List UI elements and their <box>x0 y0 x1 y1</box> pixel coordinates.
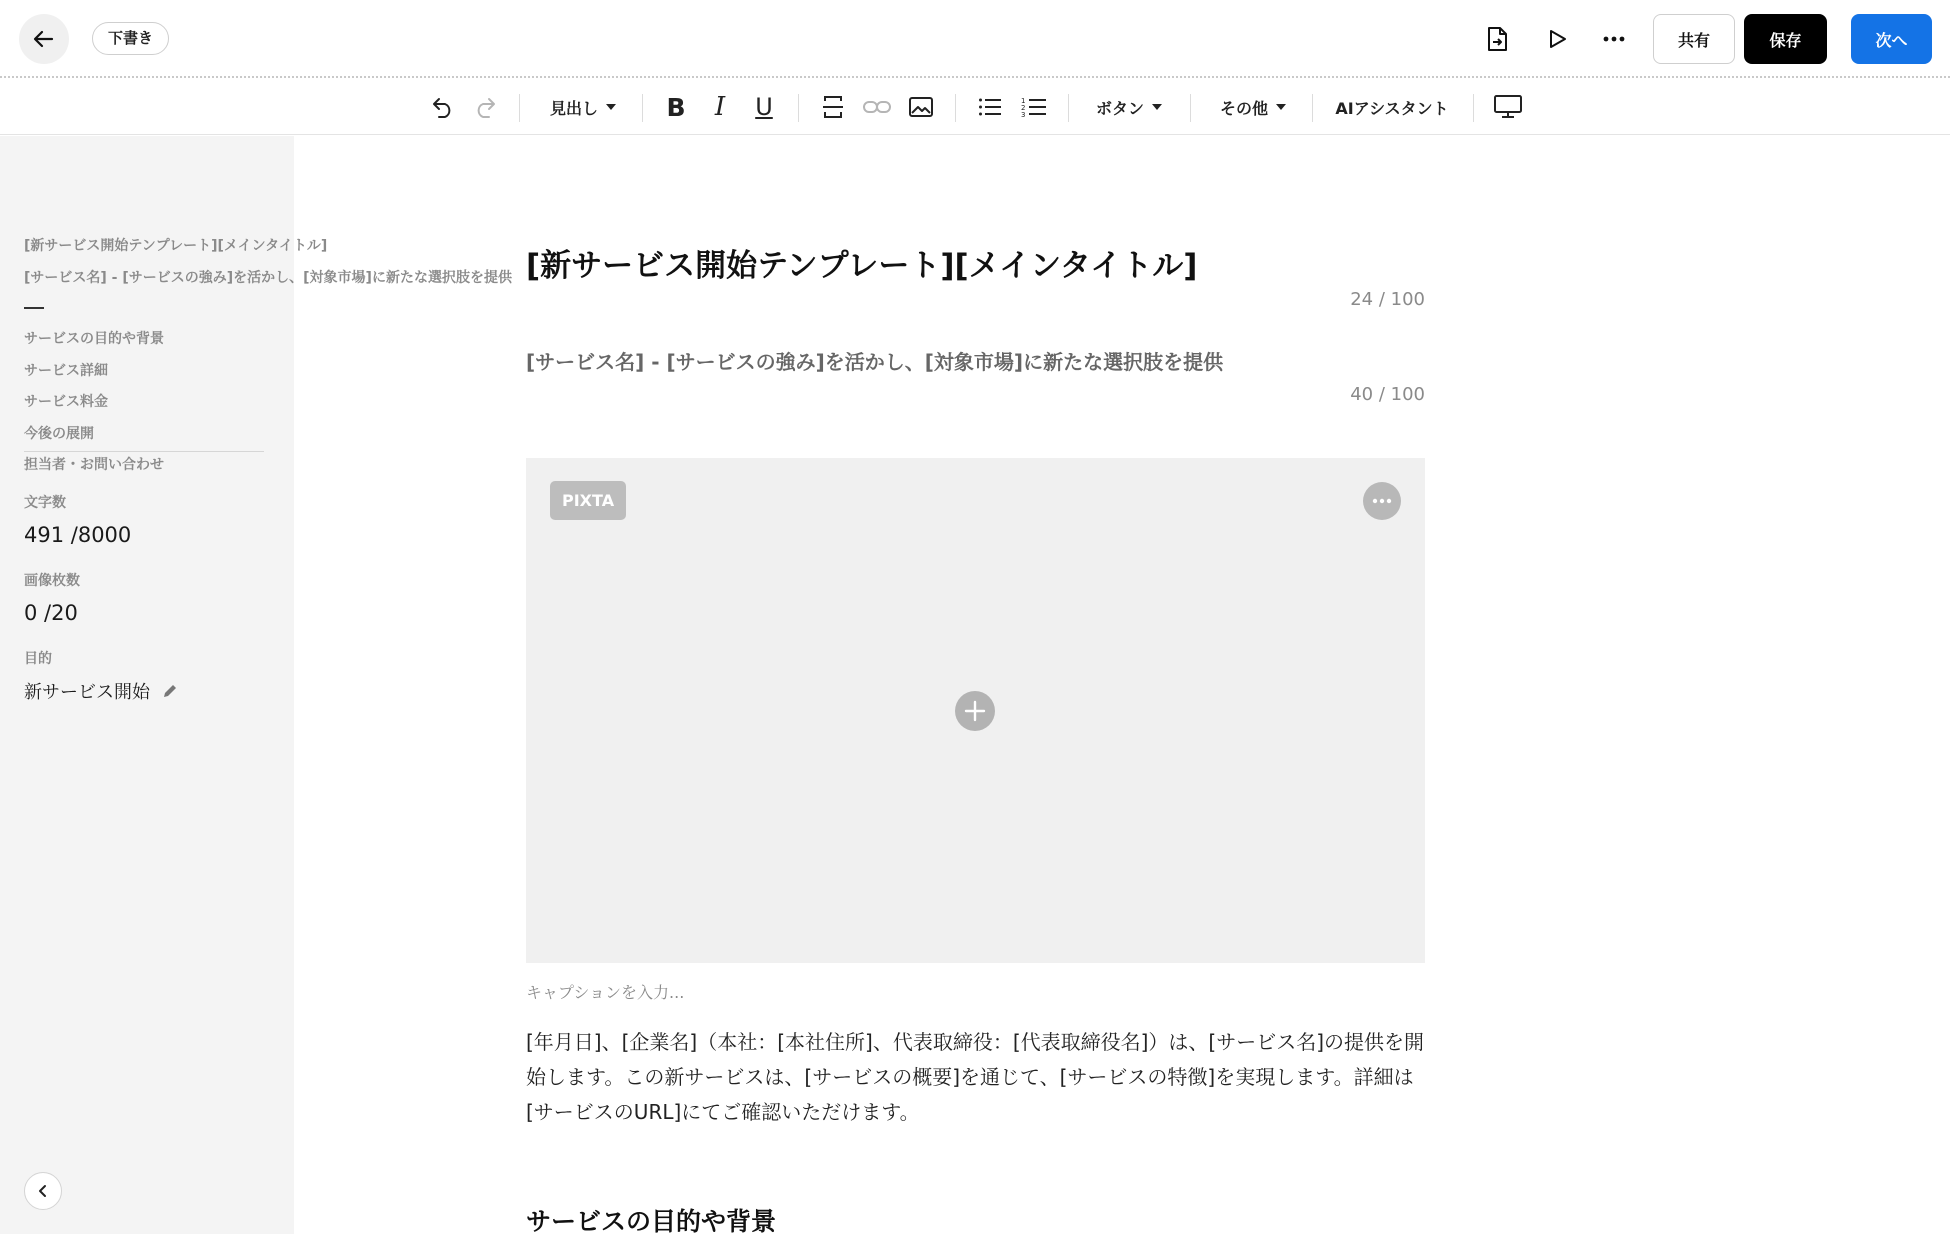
sidebar-divider <box>24 451 264 452</box>
bold-icon: B <box>666 92 686 122</box>
desktop-preview-button[interactable] <box>1491 90 1525 124</box>
toc-item-future[interactable]: 今後の展開 <box>24 425 94 442</box>
main-title-field[interactable]: [新サービス開始テンプレート][メインタイトル] <box>526 248 1198 284</box>
toolbar-divider <box>1312 94 1313 122</box>
caret-down-icon <box>1152 104 1162 110</box>
section-heading[interactable]: サービスの目的や背景 <box>526 1207 777 1236</box>
image-options-button[interactable] <box>1363 482 1401 520</box>
heading-dropdown[interactable] <box>545 90 621 124</box>
toolbar-divider <box>1190 94 1191 122</box>
toolbar-divider <box>1068 94 1069 122</box>
char-count-label: 文字数 <box>24 495 66 511</box>
insert-image-button[interactable] <box>904 90 938 124</box>
title-char-counter: 24 / 100 <box>1350 289 1425 310</box>
undo-button[interactable] <box>425 90 459 124</box>
redo-icon <box>473 96 499 118</box>
numbered-list-icon <box>1021 96 1047 118</box>
redo-button[interactable] <box>469 90 503 124</box>
other-dropdown-label: その他 <box>1219 98 1268 118</box>
numbered-list-button[interactable] <box>1017 90 1051 124</box>
italic-icon: I <box>714 92 726 122</box>
more-options-button[interactable] <box>1597 22 1631 56</box>
toolbar-divider <box>1473 94 1474 122</box>
bullet-list-button[interactable] <box>973 90 1007 124</box>
arrow-left-icon <box>32 27 56 51</box>
subtitle-char-counter: 40 / 100 <box>1350 384 1425 405</box>
toolbar-divider <box>519 94 520 122</box>
left-sidebar <box>0 136 512 1234</box>
underline-icon: U <box>755 93 773 121</box>
image-count-value: 0 /20 <box>24 601 78 625</box>
ai-assistant-button[interactable]: AIアシスタント <box>1335 98 1449 118</box>
table-of-contents <box>24 231 512 473</box>
undo-icon <box>429 96 455 118</box>
caret-down-icon <box>606 104 616 110</box>
toc-item-purpose[interactable]: サービスの目的や背景 <box>24 331 164 347</box>
save-button[interactable]: 保存 <box>1744 14 1827 64</box>
strikethrough-icon <box>822 95 844 119</box>
editor-toolbar <box>0 80 1950 135</box>
svg-text:1: 1 <box>1021 97 1026 105</box>
link-button[interactable] <box>860 90 894 124</box>
add-image-button[interactable] <box>955 691 995 731</box>
purpose-label: 目的 <box>24 651 52 667</box>
strikethrough-button[interactable] <box>816 90 850 124</box>
next-button[interactable]: 次へ <box>1851 14 1932 64</box>
preview-play-button[interactable] <box>1540 22 1574 56</box>
toc-item-main-title[interactable]: [新サービス開始テンプレート][メインタイトル] <box>24 238 328 254</box>
button-dropdown-label: ボタン <box>1095 98 1144 118</box>
caret-down-icon <box>1276 104 1286 110</box>
bullet-list-icon <box>978 97 1002 117</box>
pixta-button[interactable]: PIXTA <box>550 481 626 520</box>
top-header <box>0 0 1950 78</box>
other-dropdown[interactable] <box>1214 90 1292 124</box>
char-count-value: 491 /8000 <box>24 523 132 547</box>
toc-item-details[interactable]: サービス詳細 <box>24 362 108 379</box>
edit-purpose-button[interactable] <box>162 683 178 699</box>
pencil-icon <box>162 683 178 699</box>
toc-item-contact[interactable]: 担当者・お問い合わせ <box>24 457 164 473</box>
chevron-left-icon <box>37 1184 49 1198</box>
collapse-sidebar-button[interactable] <box>24 1172 62 1210</box>
toc-item-subtitle[interactable]: [サービス名] - [サービスの強み]を活かし、[対象市場]に新たな選択肢を提供 <box>24 269 512 286</box>
draft-status-badge: 下書き <box>92 22 169 55</box>
image-placeholder[interactable] <box>526 458 1425 963</box>
document-export-icon <box>1485 26 1509 52</box>
purpose-row <box>24 678 178 704</box>
body-paragraph[interactable]: [年月日]、[企業名]（本社：[本社住所]、代表取締役：[代表取締役名]）は、[サービス名]の提供を開始します。この新サービスは、[サービスの概要]を通じて、[サービスの特徴]を実現します。詳細は[サービスのURL]にてご確認いただけます。 <box>526 1030 1425 1124</box>
bold-button[interactable] <box>659 90 693 124</box>
export-document-button[interactable] <box>1480 22 1514 56</box>
link-icon <box>863 99 891 115</box>
desktop-monitor-icon <box>1494 95 1522 119</box>
toolbar-divider <box>955 94 956 122</box>
toolbar-divider <box>798 94 799 122</box>
more-horizontal-icon <box>1372 498 1392 504</box>
italic-button[interactable] <box>703 90 737 124</box>
heading-dropdown-label: 見出し <box>549 98 598 118</box>
toc-separator <box>24 307 44 309</box>
underline-button[interactable] <box>747 90 781 124</box>
purpose-value: 新サービス開始 <box>24 682 150 703</box>
button-dropdown[interactable] <box>1090 90 1168 124</box>
svg-text:2: 2 <box>1021 104 1026 112</box>
image-icon <box>909 97 933 117</box>
toc-item-pricing[interactable]: サービス料金 <box>24 394 108 410</box>
toolbar-divider <box>642 94 643 122</box>
plus-icon <box>964 700 986 722</box>
share-button[interactable]: 共有 <box>1653 14 1735 64</box>
image-count-label: 画像枚数 <box>24 573 80 589</box>
svg-text:3: 3 <box>1021 111 1026 119</box>
play-icon <box>1546 28 1568 50</box>
back-button[interactable] <box>19 14 69 64</box>
more-horizontal-icon <box>1602 35 1626 43</box>
caption-input[interactable]: キャプションを入力... <box>526 983 685 1002</box>
subtitle-field[interactable]: [サービス名] - [サービスの強み]を活かし、[対象市場]に新たな選択肢を提供 <box>526 350 1224 374</box>
